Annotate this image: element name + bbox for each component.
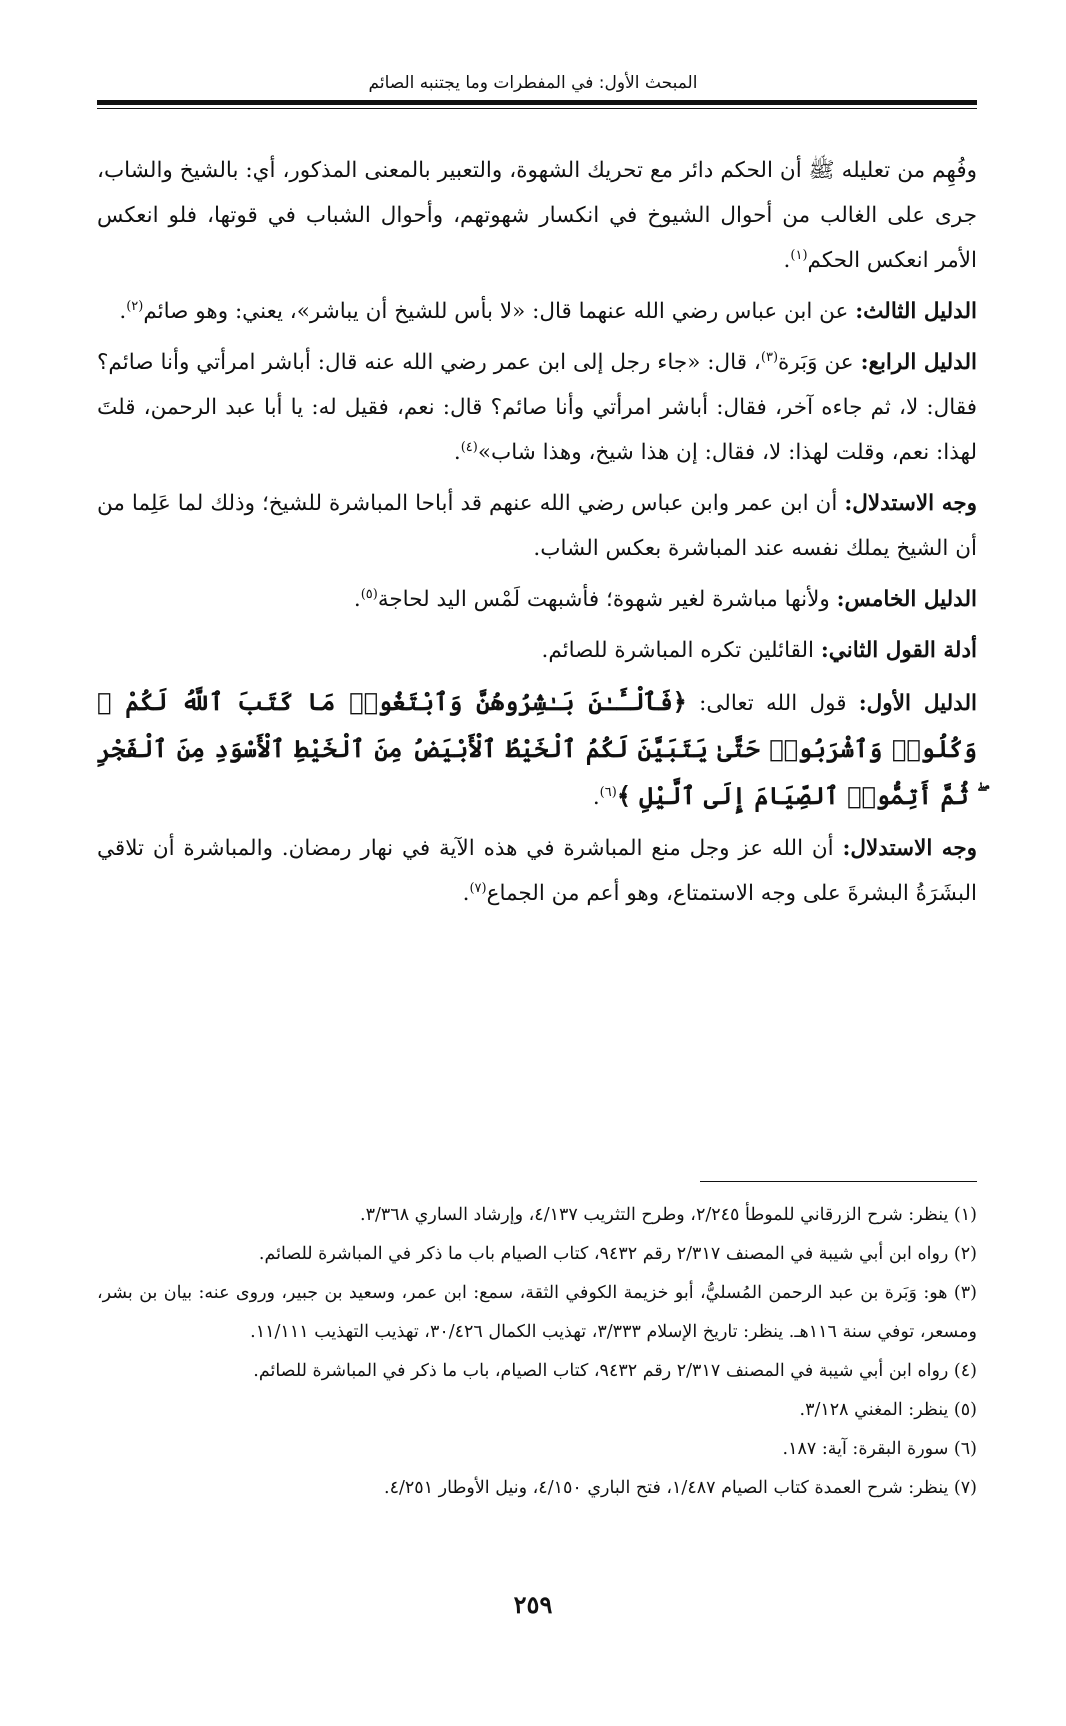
period: .	[353, 587, 361, 612]
period: .	[453, 440, 461, 465]
footnotes	[97, 1196, 977, 1508]
paragraph-text: ولأنها مباشرة لغير شهوة؛ فأشبهت لَمْس اليد لحاجة	[377, 587, 837, 612]
paragraph-inference-2	[97, 826, 977, 916]
footnote-2: (٢) رواه ابن أبي شيبة في المصنف ٢/٣١٧ رقم ٩٤٣٢، كتاب الصيام باب ما ذكر في المباشرة للصائم.	[258, 1244, 977, 1264]
paragraph-text: ، قال: «جاء رجل إلى ابن عمر رضي الله عنه قال: أباشر امرأتي وأنا صائم؟ فقال: لا، ثم جاءه آخر، فقال: أباشر امرأتي وأنا صائم؟ قال: نعم، فقيل له: يا أبا عبد الرحمن، قلتَ لهذا: نعم، وقلت لهذا: لا، فقال: إن هذا شيخ، وهذا شاب»	[97, 350, 977, 465]
paragraph-text: القائلين تكره المباشرة للصائم.	[541, 638, 821, 663]
quran-verse: ﴿فَٱلْـَٔـٰنَ بَـٰشِرُوهُنَّ وَٱبْتَغُوا۟ مَا كَتَبَ ٱللَّهُ لَكُمْ ۚ وَكُلُوا۟ وَٱشْرَبُوا۟ حَتَّىٰ يَتَبَيَّنَ لَكُمُ ٱلْخَيْطُ ٱلْأَبْيَضُ مِنَ ٱلْخَيْطِ ٱلْأَسْوَدِ مِنَ ٱلْفَجْرِ ۖ ثُمَّ أَتِمُّوا۟ ٱلصِّيَامَ إِلَى ٱلَّيْلِ ﴾	[97, 687, 977, 810]
period: .	[783, 248, 791, 273]
header-rule	[97, 100, 977, 105]
paragraph-text: عن وَبَرة	[778, 350, 861, 375]
footnote-ref: (٦)	[599, 784, 617, 800]
paragraph-text: عن ابن عباس رضي الله عنهما قال: «لا بأس للشيخ أن يباشر»، يعني: وهو صائم	[143, 299, 856, 324]
paragraph-evidence-4	[97, 340, 977, 475]
period: .	[592, 785, 600, 810]
footnote-ref: (٢)	[126, 298, 144, 314]
paragraph-text: قول الله تعالى:	[686, 691, 859, 716]
paragraph-text: أن الله عز وجل منع المباشرة في هذه الآية في نهار رمضان. والمباشرة أن تلاقي البشَرَةُ البشرةَ على وجه الاستمتاع، وهو أعم من الجماع	[97, 836, 977, 906]
footnote-7: (٧) ينظر: شرح العمدة كتاب الصيام ١/٤٨٧، فتح الباري ٤/١٥٠، ونيل الأوطار ٤/٢٥١.	[384, 1478, 977, 1498]
footnote-3: (٣) هو: وَبَرة بن عبد الرحمن المُسليُّ، أبو خزيمة الكوفي الثقة، سمع: ابن عمر، وسعيد بن جبير، وروى عنه: بيان بن بشر، ومسعر، توفي سنة ١١٦هـ. ينظر: تاريخ الإسلام ٣/٣٣٣، تهذيب الكمال ٣٠/٤٢٦، تهذيب التهذيب ١١/١١١.	[97, 1283, 977, 1342]
footnote-separator	[700, 1181, 977, 1182]
inference-heading: وجه الاستدلال:	[844, 491, 978, 516]
header-rule-thin	[97, 108, 977, 109]
evidence-heading: الدليل الخامس:	[836, 587, 977, 612]
inference-heading: وجه الاستدلال:	[842, 836, 977, 861]
paragraph-inference-1	[97, 481, 977, 571]
footnote-ref: (٣)	[760, 349, 779, 365]
paragraph-second-opinion	[97, 628, 977, 673]
footnote-4: (٤) رواه ابن أبي شيبة في المصنف ٢/٣١٧ رقم ٩٤٣٢، كتاب الصيام، باب ما ذكر في المباشرة للصائم.	[253, 1361, 977, 1381]
footnote-ref: (٤)	[460, 439, 478, 455]
paragraph-evidence-3	[97, 289, 977, 334]
paragraph-evidence-1	[97, 679, 977, 820]
evidence-heading: الدليل الثالث:	[855, 299, 977, 324]
running-header: المبحث الأول: في المفطرات وما يجتنبه الصائم	[368, 73, 698, 93]
evidence-heading: الدليل الرابع:	[860, 350, 977, 375]
period: .	[462, 881, 470, 906]
paragraph-evidence-5	[97, 577, 977, 622]
footnote-ref: (١)	[790, 247, 808, 263]
evidence-heading: الدليل الأول:	[858, 691, 977, 716]
page-number: ٢٥٩	[513, 1590, 553, 1619]
period: .	[119, 299, 127, 324]
footnote-ref: (٧)	[469, 880, 487, 896]
paragraph-text: وفُهِم من تعليله ﷺ أن الحكم دائر مع تحريك الشهوة، والتعبير بالمعنى المذكور، أي: بالشيخ والشاب، جرى على الغالب من أحوال الشيوخ في انكسار شهوتهم، وأحوال الشباب في قوتها، فلو انعكس الأمر انعكس الحكم	[97, 158, 977, 273]
section-heading: أدلة القول الثاني:	[820, 638, 977, 663]
paragraph-text: أن ابن عمر وابن عباس رضي الله عنهم قد أباحا المباشرة للشيخ؛ وذلك لما عَلِما من أن الشيخ يملك نفسه عند المباشرة بعكس الشاب.	[97, 491, 977, 561]
footnote-6: (٦) سورة البقرة: آية: ١٨٧.	[782, 1439, 977, 1459]
main-text	[97, 148, 977, 922]
paragraph-1	[97, 148, 977, 283]
footnote-ref: (٥)	[360, 586, 378, 602]
footnote-1: (١) ينظر: شرح الزرقاني للموطأ ٢/٢٤٥، وطرح التثريب ٤/١٣٧، وإرشاد الساري ٣/٣٦٨.	[360, 1205, 977, 1225]
footnote-5: (٥) ينظر: المغني ٣/١٢٨.	[799, 1400, 977, 1420]
